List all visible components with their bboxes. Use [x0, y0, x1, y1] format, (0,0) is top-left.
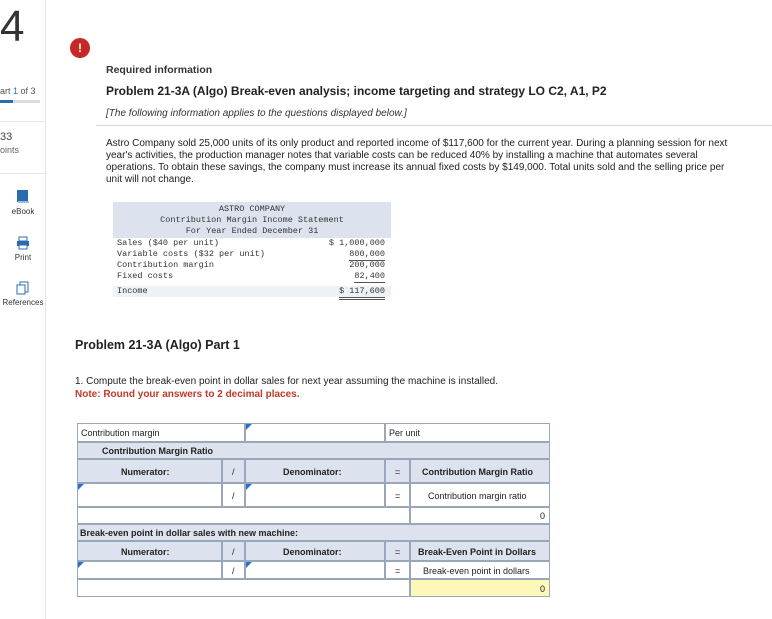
cmr-result-label-cell	[410, 483, 550, 507]
equals-symbol: =	[395, 491, 401, 501]
statement-amount: $ 117,600	[339, 286, 385, 300]
section-divider	[96, 125, 772, 126]
denominator-header	[245, 459, 385, 483]
alert-icon: !	[70, 38, 90, 58]
input-marker-icon	[246, 484, 252, 490]
cmr-result-header	[410, 459, 550, 483]
cmr-title: Contribution Margin Ratio	[102, 446, 213, 456]
statement-row	[113, 238, 391, 249]
references-label: References	[2, 298, 44, 307]
ebook-label: eBook	[11, 207, 35, 216]
part-indicator-suffix: of 3	[18, 86, 36, 96]
cmr-value-cell	[410, 507, 550, 524]
per-unit-cell	[385, 423, 550, 442]
cmr-result-label: Contribution margin ratio	[428, 491, 527, 501]
part-progress-fill	[0, 100, 13, 103]
be-value: 0	[539, 584, 545, 594]
part-current: 1	[13, 86, 19, 96]
numerator-header	[77, 459, 222, 483]
statement-row	[113, 249, 391, 260]
print-icon	[16, 236, 30, 250]
equals-symbol: =	[395, 467, 401, 477]
cm-label: Contribution margin	[81, 428, 160, 438]
be-result-label: Break-even point in dollars	[423, 566, 530, 576]
numerator-label: Numerator:	[121, 547, 170, 557]
info-note: [The following information applies to the questions displayed below.]	[106, 108, 407, 119]
equals-symbol: =	[395, 566, 401, 576]
statement-label: Variable costs ($32 per unit)	[117, 249, 265, 259]
slash-cell	[222, 483, 245, 507]
required-info-heading: Required information	[106, 64, 213, 76]
statement-label: Sales ($40 per unit)	[117, 238, 220, 248]
part-progress-bar	[0, 100, 40, 103]
part-indicator	[0, 86, 36, 96]
part-indicator-prefix: art	[0, 86, 14, 96]
question-1-text: 1. Compute the break-even point in dollar sales for next year assuming the machine is installed.	[75, 376, 499, 387]
left-rail	[0, 0, 46, 619]
be-result-header-label: Break-Even Point in Dollars	[418, 547, 537, 557]
equals-cell	[385, 483, 410, 507]
cmr-section-header	[77, 442, 550, 459]
rail-divider	[0, 173, 46, 174]
input-marker-icon	[246, 424, 252, 430]
be-value-cell	[410, 579, 550, 597]
statement-header	[113, 202, 391, 238]
be-denominator-input[interactable]	[245, 561, 385, 579]
references-button[interactable]	[0, 281, 46, 307]
input-marker-icon	[78, 484, 84, 490]
statement-amount: $ 1,000,000	[328, 238, 385, 248]
be-spacer	[77, 579, 410, 597]
rail-divider	[0, 121, 46, 122]
slash-header	[222, 459, 245, 483]
equals-header	[385, 459, 410, 483]
cmr-value: 0	[539, 511, 545, 521]
input-marker-icon	[78, 562, 84, 568]
slash-symbol: /	[232, 467, 235, 477]
print-label: Print	[14, 253, 32, 262]
statement-title: Contribution Margin Income Statement	[160, 215, 344, 225]
problem-title: Problem 21-3A (Algo) Break-even analysis; income targeting and strategy LO C2, A1, P2	[106, 84, 607, 98]
be-title: Break-even point in dollar sales with new machine:	[80, 528, 299, 538]
ebook-icon	[16, 189, 30, 204]
input-marker-icon	[246, 562, 252, 568]
statement-label: Contribution margin	[117, 260, 214, 270]
equals-symbol: =	[395, 547, 401, 557]
statement-company: ASTRO COMPANY	[218, 204, 286, 214]
be-section-header	[77, 524, 550, 541]
statement-amount: 82,400	[354, 271, 385, 281]
equals-cell	[385, 561, 410, 579]
print-button[interactable]	[0, 236, 46, 262]
income-statement	[113, 202, 391, 297]
answer-grid	[77, 423, 550, 598]
statement-row	[113, 271, 391, 282]
cmr-numerator-input[interactable]	[77, 483, 222, 507]
points-value: 33	[0, 131, 13, 143]
references-icon	[16, 281, 30, 295]
problem-paragraph: Astro Company sold 25,000 units of its only product and reported income of $117,600 for the current year. During a planning session for next year's activities, the production manager notes that variable costs can be reduced 40% by installing a machine that automates several operations. To obtain these savings, the company must increase its annual fixed costs by $149,000. Total units sold and the selling price per unit will not change.	[106, 138, 728, 185]
statement-amount: 800,000	[349, 249, 385, 259]
denominator-header	[245, 541, 385, 561]
slash-symbol: /	[232, 566, 235, 576]
denominator-label: Denominator:	[283, 547, 342, 557]
statement-label: Fixed costs	[117, 271, 174, 281]
points-label: oints	[0, 145, 20, 155]
statement-label: Income	[117, 286, 148, 296]
numerator-label: Numerator:	[121, 467, 170, 477]
statement-period: For Year Ended December 31	[185, 226, 319, 236]
slash-symbol: /	[232, 547, 235, 557]
part1-title: Problem 21-3A (Algo) Part 1	[75, 338, 240, 352]
question-1-note: Note: Round your answers to 2 decimal places.	[75, 389, 300, 400]
statement-row	[113, 286, 391, 297]
cm-per-unit-input[interactable]	[245, 423, 385, 442]
be-result-label-cell	[410, 561, 550, 579]
cmr-denominator-input[interactable]	[245, 483, 385, 507]
cmr-result-header-label: Contribution Margin Ratio	[422, 467, 533, 477]
slash-header	[222, 541, 245, 561]
cm-label-cell	[77, 423, 245, 442]
statement-amount: 200,000	[349, 260, 385, 270]
numerator-header	[77, 541, 222, 561]
be-numerator-input[interactable]	[77, 561, 222, 579]
denominator-label: Denominator:	[283, 467, 342, 477]
equals-header	[385, 541, 410, 561]
cmr-spacer	[77, 507, 410, 524]
ebook-button[interactable]	[0, 189, 46, 216]
slash-symbol: /	[232, 491, 235, 501]
question-number: 4	[0, 2, 25, 51]
per-unit-label: Per unit	[389, 428, 421, 438]
be-result-header	[410, 541, 550, 561]
statement-row	[113, 260, 391, 271]
slash-cell	[222, 561, 245, 579]
